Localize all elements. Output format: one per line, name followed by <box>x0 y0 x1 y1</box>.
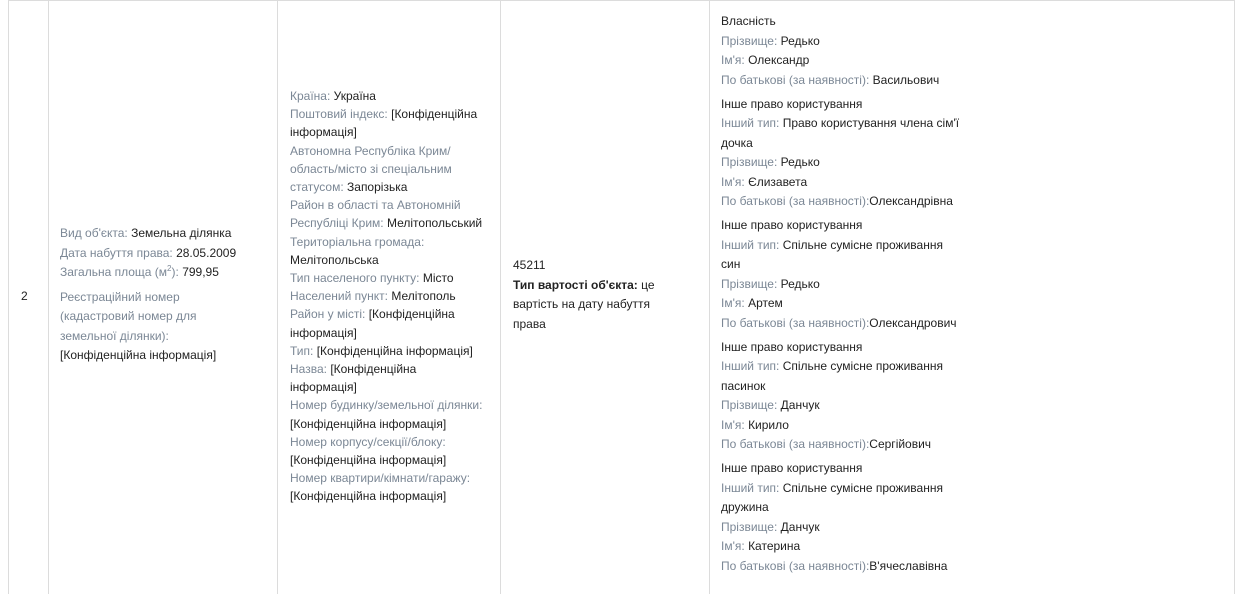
settlement-type-value: Місто <box>422 271 454 286</box>
acquisition-date-label: Дата набуття права: <box>60 245 173 260</box>
other-type-label: Інший тип: <box>721 480 780 495</box>
other-type-value-cont: син <box>721 257 741 271</box>
surname-label: Прізвище: <box>721 519 778 534</box>
district-label: Район в області та Автономній <box>290 198 461 213</box>
region-label-cont: статусом: <box>290 180 344 195</box>
postal-value-cont: інформація] <box>290 125 357 140</box>
object-type-value: Земельна ділянка <box>131 226 232 240</box>
right-title: Інше право користування <box>721 218 863 232</box>
postal-value: [Конфіденційна <box>391 107 478 122</box>
patronymic-label: По батькові (за наявності): <box>721 437 870 451</box>
rights-group <box>721 95 1221 212</box>
patronymic-label: По батькові (за наявності): <box>721 558 870 573</box>
other-type-value: Спільне сумісне проживання <box>782 480 943 495</box>
object-info <box>60 224 272 366</box>
region-label-cont: область/місто зі спеціальним <box>290 161 452 176</box>
street-name-value: [Конфіденційна <box>330 362 417 377</box>
country-label: Країна: <box>290 89 331 103</box>
apartment-label: Номер квартири/кімнати/гаражу: <box>290 471 471 486</box>
street-name-value-cont: інформація] <box>290 380 357 395</box>
community-value: Мелітопольська <box>290 252 379 267</box>
other-type-label: Інший тип: <box>721 116 780 130</box>
column-divider <box>8 0 9 594</box>
cadastral-label-line: земельної ділянки): <box>60 328 169 343</box>
surname-value: Редько <box>780 155 820 169</box>
surname-value: Редько <box>780 33 820 48</box>
valuation-amount: 45211 <box>513 258 546 272</box>
name-value: Олександр <box>748 53 810 67</box>
district-label-cont: Республіці Крим: <box>290 216 384 231</box>
surname-value: Данчук <box>780 519 820 534</box>
surname-label: Прізвище: <box>721 155 778 169</box>
settlement-type-label: Тип населеного пункту: <box>290 271 420 286</box>
right-title: Власність <box>721 14 776 28</box>
column-divider <box>709 0 710 594</box>
right-title: Інше право користування <box>721 461 863 475</box>
area-value: 799,95 <box>182 265 219 279</box>
surname-label: Прізвище: <box>721 276 778 291</box>
rights-group <box>721 12 1221 90</box>
name-label: Ім'я: <box>721 53 745 67</box>
column-divider <box>500 0 501 594</box>
valuation-type-label: Тип вартості об'єкта: <box>513 277 638 292</box>
patronymic-label: По батькові (за наявності): <box>721 72 870 87</box>
settlement-value: Мелітополь <box>391 289 456 304</box>
name-label: Ім'я: <box>721 539 745 553</box>
surname-label: Прізвище: <box>721 398 778 412</box>
city-district-value: [Конфіденційна <box>368 307 455 322</box>
cadastral-label-line: Реєстраційний номер <box>60 289 180 304</box>
patronymic-value: Олександрович <box>869 315 957 330</box>
cadastral-value: [Конфіденційна інформація] <box>60 348 217 362</box>
other-type-value: Спільне сумісне проживання <box>782 237 943 252</box>
country-value: Україна <box>333 89 376 103</box>
rights-group <box>721 459 1221 576</box>
right-title: Інше право користування <box>721 96 863 111</box>
surname-label: Прізвище: <box>721 33 778 48</box>
valuation-type-value-cont: права <box>513 316 546 331</box>
patronymic-value: В'ячеславівна <box>869 558 948 573</box>
region-label: Автономна Республіка Крим/ <box>290 143 451 158</box>
other-type-label: Інший тип: <box>721 237 780 252</box>
rights-group <box>721 338 1221 455</box>
other-type-label: Інший тип: <box>721 359 780 373</box>
house-value: [Конфіденційна інформація] <box>290 416 447 431</box>
name-value: Артем <box>748 296 783 310</box>
right-title: Інше право користування <box>721 339 863 354</box>
house-label: Номер будинку/земельної ділянки: <box>290 398 483 413</box>
surname-value: Редько <box>780 276 820 291</box>
community-label: Територіальна громада: <box>290 234 425 249</box>
column-divider <box>48 0 49 594</box>
name-label: Ім'я: <box>721 417 745 432</box>
building-label: Номер корпусу/секції/блоку: <box>290 434 446 449</box>
row-number: 2 <box>21 289 28 303</box>
surname-value: Данчук <box>780 398 820 412</box>
city-district-label: Район у місті: <box>290 307 366 322</box>
district-value: Мелітопольський <box>386 216 483 231</box>
other-type-value-cont: дочка <box>721 135 753 150</box>
valuation-type-value: це <box>641 277 655 292</box>
other-type-value-cont: дружина <box>721 500 769 514</box>
table-top-border <box>8 0 1235 1</box>
patronymic-label: По батькові (за наявності): <box>721 194 870 208</box>
street-type-value: [Конфіденційна інформація] <box>316 343 473 358</box>
name-value: Катерина <box>748 539 801 553</box>
postal-label: Поштовий індекс: <box>290 107 388 122</box>
region-value: Запорізька <box>347 180 408 195</box>
building-value: [Конфіденційна інформація] <box>290 453 447 468</box>
street-type-label: Тип: <box>290 343 314 358</box>
city-district-value-cont: інформація] <box>290 325 357 340</box>
apartment-value: [Конфіденційна інформація] <box>290 489 447 504</box>
acquisition-date-value: 28.05.2009 <box>176 245 237 260</box>
patronymic-value: Олександрівна <box>869 194 953 208</box>
area-label: Загальна площа $(м^2)$: <box>60 264 179 279</box>
rights-group <box>721 216 1221 333</box>
other-type-value: Спільне сумісне проживання <box>782 359 943 373</box>
patronymic-label: По батькові (за наявності): <box>721 315 870 330</box>
rights-info <box>721 12 1221 581</box>
patronymic-value: Васильович <box>872 72 940 87</box>
column-divider <box>277 0 278 594</box>
address-info <box>290 87 495 506</box>
name-value: Єлизавета <box>748 174 808 189</box>
settlement-label: Населений пункт: <box>290 289 388 304</box>
column-divider <box>1234 0 1235 594</box>
name-label: Ім'я: <box>721 174 745 189</box>
cadastral-label-line: (кадастровий номер для <box>60 309 197 323</box>
other-type-value: Право користування члена сім'ї <box>782 116 960 130</box>
valuation-info <box>513 256 703 334</box>
other-type-value-cont: пасинок <box>721 378 766 393</box>
street-name-label: Назва: <box>290 362 327 377</box>
valuation-type-value-cont: вартість на дату набуття <box>513 297 650 311</box>
object-type-label: Вид об'єкта: <box>60 226 128 240</box>
name-label: Ім'я: <box>721 296 745 310</box>
name-value: Кирило <box>748 417 789 432</box>
patronymic-value: Сергійович <box>869 437 932 451</box>
